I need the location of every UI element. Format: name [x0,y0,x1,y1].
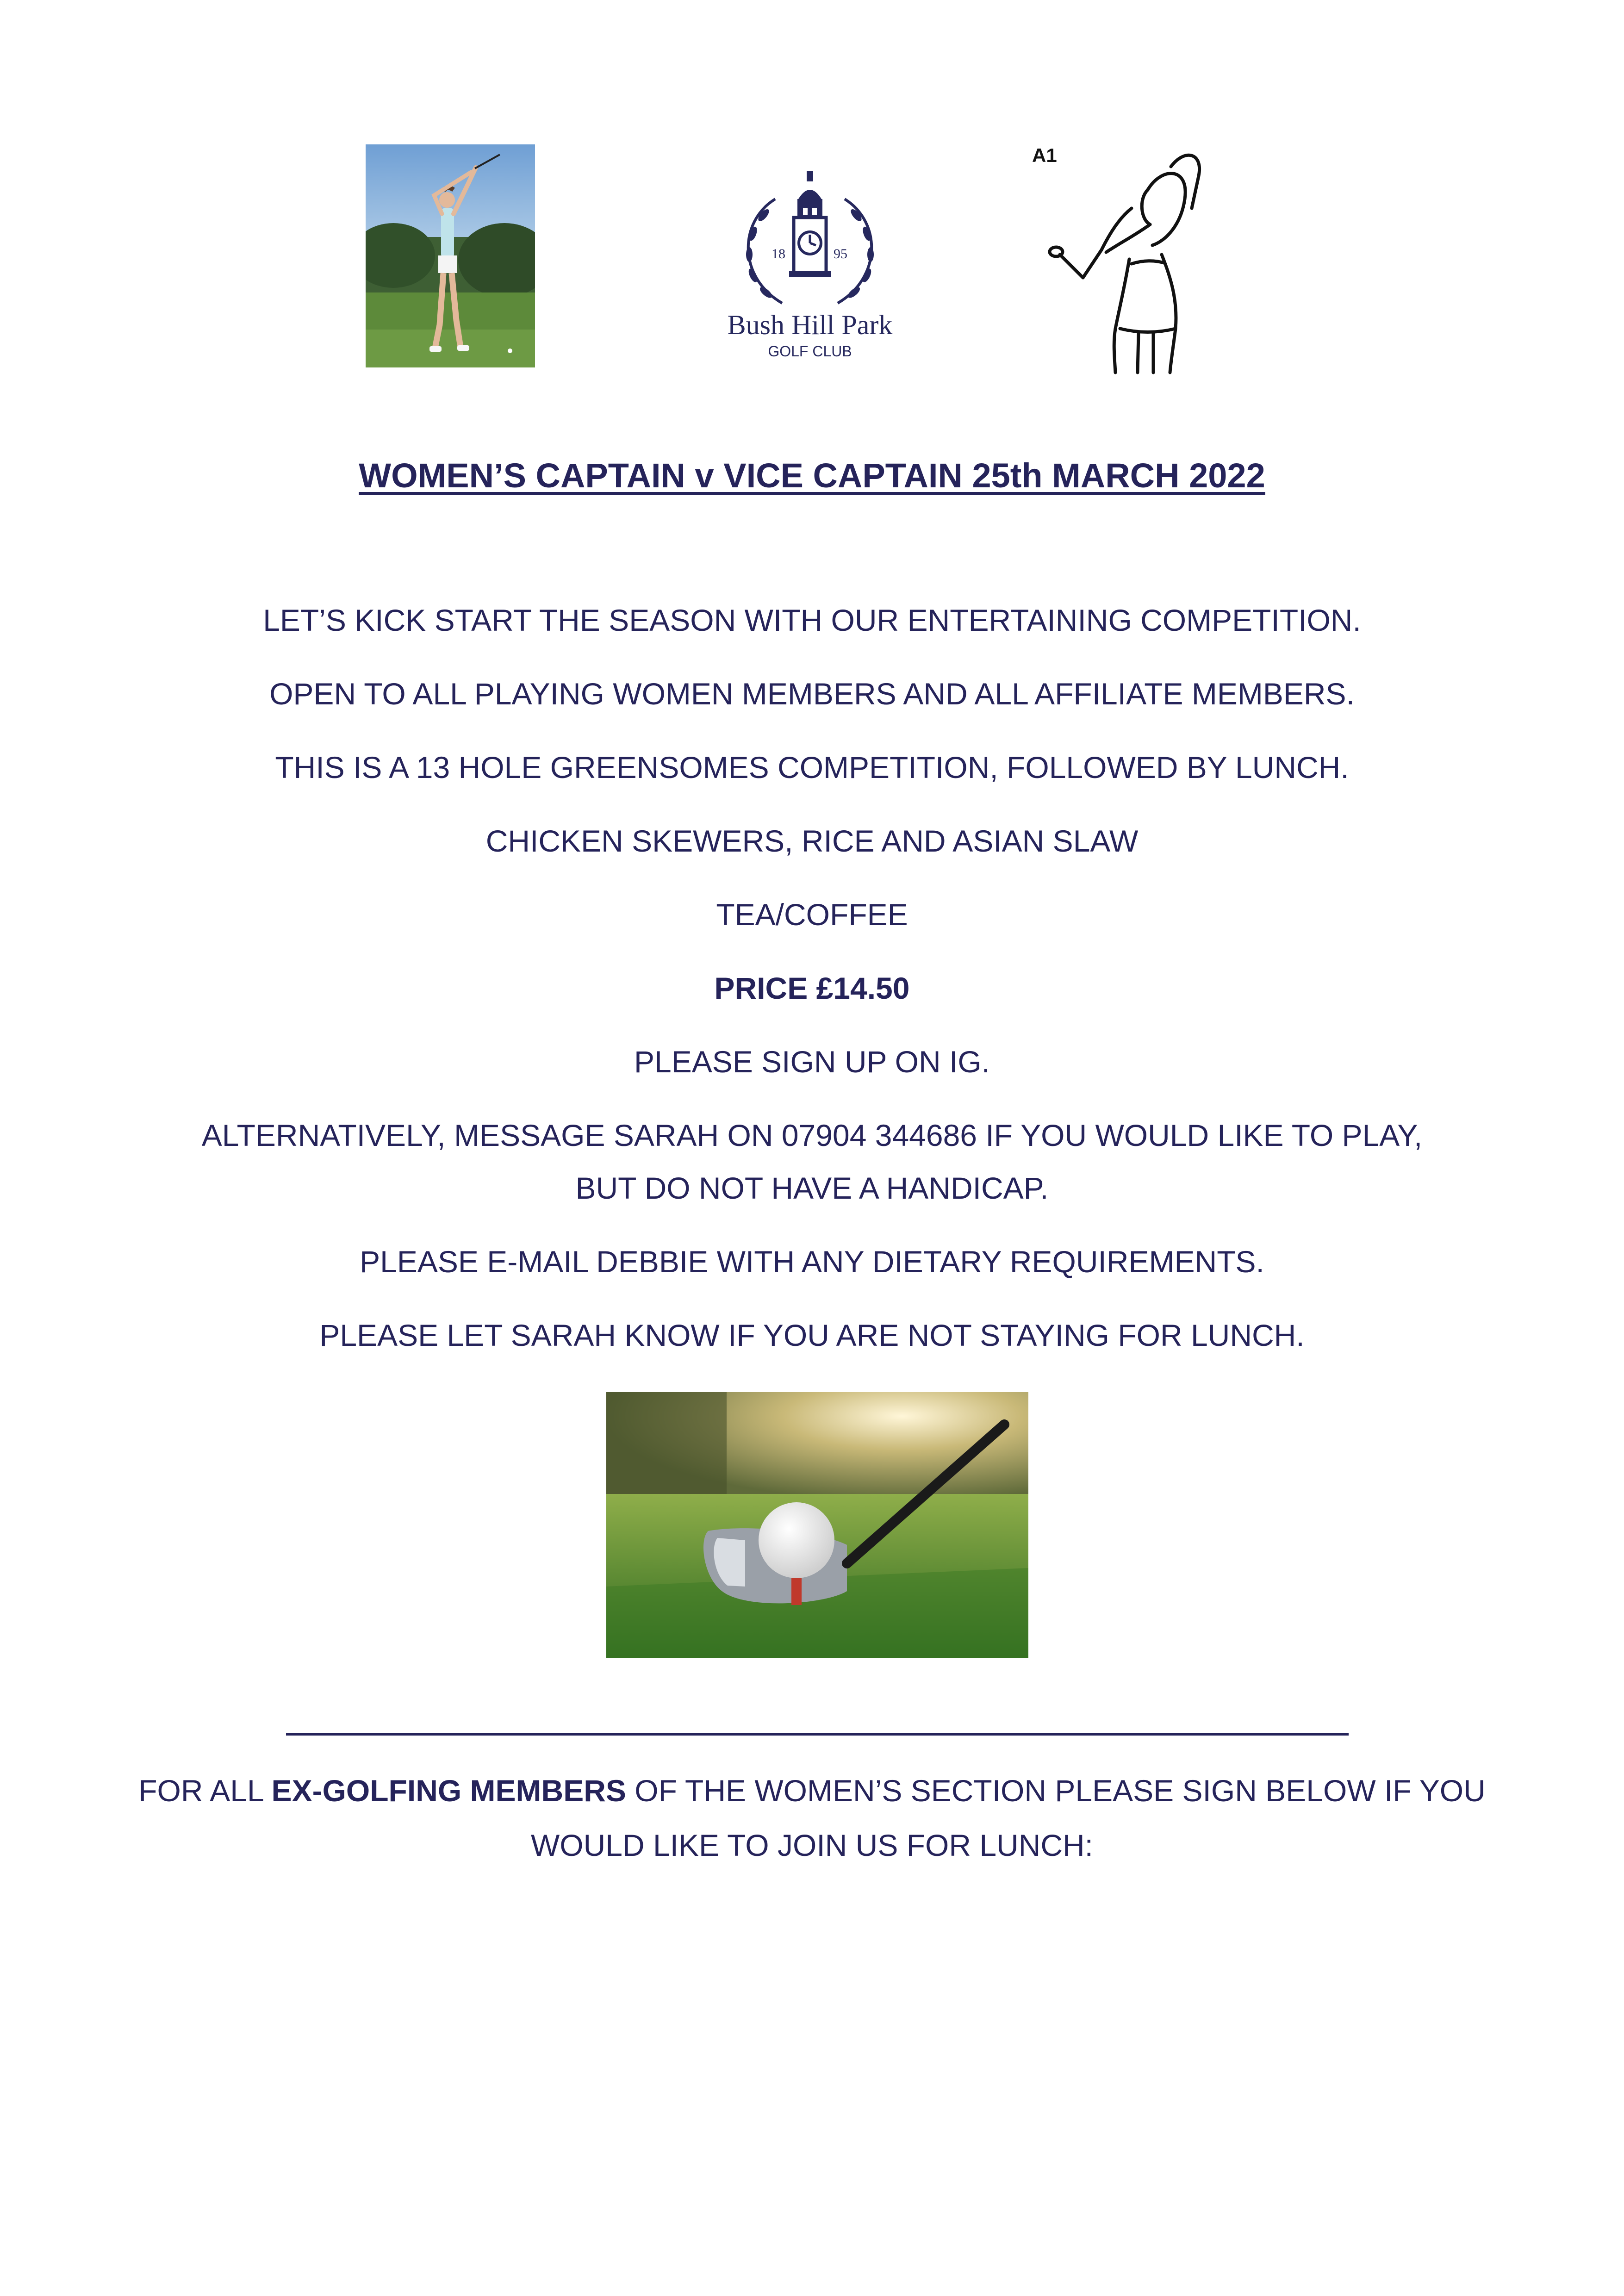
golfer-sketch [1032,139,1226,375]
signup-line: PLEASE SIGN UP ON IG. [634,1045,990,1079]
eligibility-line: OPEN TO ALL PLAYING WOMEN MEMBERS AND ALL AFFILIATE MEMBERS. [269,677,1355,711]
logo-year-left: 18 [772,246,785,261]
alternative-line-1: ALTERNATIVELY, MESSAGE SARAH ON 07904 344686 IF YOU WOULD LIKE TO PLAY, [201,1118,1423,1152]
sketch-label: A1 [1032,144,1057,166]
logo-club-name: Bush Hill Park [727,310,893,340]
divider-line [286,1733,1349,1736]
footer-prefix: FOR ALL [138,1773,272,1808]
lunch-notice-line: PLEASE LET SARAH KNOW IF YOU ARE NOT STAYING FOR LUNCH. [319,1318,1305,1352]
alternative-line-2: BUT DO NOT HAVE A HANDICAP. [575,1171,1049,1205]
event-title: WOMEN’S CAPTAIN v VICE CAPTAIN 25th MARCH 2022 [359,456,1265,495]
price-line: PRICE £14.50 [714,971,910,1005]
drinks-line: TEA/COFFEE [716,897,908,932]
dietary-line: PLEASE E-MAIL DEBBIE WITH ANY DIETARY REQUIREMENTS. [360,1244,1264,1279]
logo-year-right: 95 [834,246,847,261]
format-line: THIS IS A 13 HOLE GREENSOMES COMPETITION, FOLLOWED BY LUNCH. [275,750,1349,784]
footer-suffix: OF THE WOMEN’S SECTION PLEASE SIGN BELOW IF YOU WOULD LIKE TO JOIN US FOR LUNCH: [530,1773,1486,1862]
golfer-photo [366,144,535,367]
ex-members-notice [93,1763,1531,1873]
footer-bold: EX-GOLFING MEMBERS [271,1773,626,1808]
logo-subtitle: GOLF CLUB [768,343,852,360]
menu-line: CHICKEN SKEWERS, RICE AND ASIAN SLAW [485,824,1139,858]
intro-line: LET’S KICK START THE SEASON WITH OUR ENTERTAINING COMPETITION. [263,603,1361,637]
club-crest-logo [720,171,900,370]
golf-ball-photo [606,1392,1028,1658]
